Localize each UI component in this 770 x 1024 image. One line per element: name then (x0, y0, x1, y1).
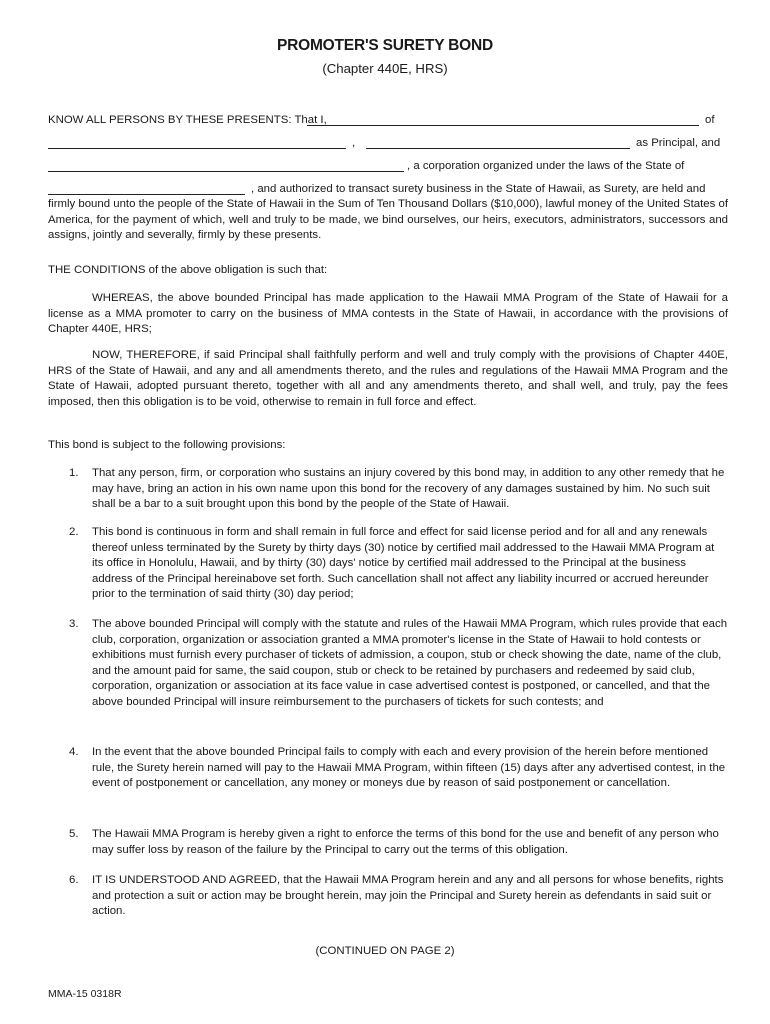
intro-line-2-suffix: as Principal, and (636, 137, 721, 149)
whereas-text: WHEREAS, the above bounded Principal has made application to the Hawaii MMA Program of the State of Hawaii for a license as a MMA promoter to carry on the business of MMA contests in the State of Hawaii, in accordance with the provisions of Chapter 440E, HRS; (48, 292, 728, 336)
principal-city-field[interactable] (366, 136, 630, 149)
intro-line-3 (48, 159, 722, 175)
provision-item (48, 745, 728, 792)
intro-line-1 (48, 113, 722, 129)
principal-address-field[interactable] (48, 136, 346, 149)
whereas-paragraph (48, 291, 728, 338)
now-therefore-paragraph (48, 348, 728, 410)
principal-name-field[interactable] (307, 113, 699, 126)
provision-text: In the event that the above bounded Principal fails to comply with each and every provision of the herein before mentioned rule, the Surety herein named will pay to the Hawaii MMA Program, within fifteen (15) days after any advertised contest, in the event of postponement or cancellation, any money or moneys due by reason of said postponement or cancellation. (92, 746, 726, 790)
page-subtitle: (Chapter 440E, HRS) (322, 61, 448, 76)
now-therefore-text: NOW, THEREFORE, if said Principal shall faithfully perform and well and truly comply with the provisions of Chapter 440E, HRS of the State of Hawaii, and any and all amendments thereto, and the rules and regulations of the Hawaii MMA Program and the State of Hawaii, adopted pursuant thereto, together with all and any amendments thereto, and shall well, and truly, pay the fees imposed, then this obligation is to be void, otherwise to remain in full force and effect. (48, 349, 728, 408)
intro-line-1-suffix: of (705, 114, 715, 126)
provision-text: IT IS UNDERSTOOD AND AGREED, that the Hawaii MMA Program herein and any and all persons for whose benefits, rights and protection a suit or action may be brought herein, may join the Principal and Surety herein as defendants in said suit or action. (92, 874, 724, 918)
provision-item (48, 525, 728, 603)
intro-line-3-suffix: , a corporation organized under the laws of the State of (407, 160, 685, 172)
intro-line-4-suffix: , and authorized to transact surety business in the State of Hawaii, as Surety, are held and (251, 183, 706, 195)
provision-item (48, 827, 728, 858)
provision-number: 5. (69, 828, 79, 840)
intro-continuation: firmly bound unto the people of the State of Hawaii in the Sum of Ten Thousand Dollars ($10,000), lawful money of the United States of America, for the payment of which, well and truly to be made, we bind ourselves, our heirs, executors, administrators, successors and assigns, jointly and severally, firmly by these presents. (48, 198, 728, 242)
provision-number: 2. (69, 526, 79, 538)
intro-line-2 (48, 136, 722, 152)
intro-line-2-comma: , (352, 137, 356, 149)
provision-text: This bond is continuous in form and shall remain in full force and effect for said license period and for all and any renewals thereof unless terminated by the Surety by thirty days (30) notice by certified mail addressed to the Hawaii MMA Program at its office in Honolulu, Hawaii, and by thirty (30) days' notice by certified mail addressed to the Principal at the business address of the Principal hereinabove set forth. Such cancellation shall not affect any liability incurred or accrued hereunder prior to the termination of said thirty (30) day period; (92, 526, 715, 601)
provision-number: 1. (69, 467, 79, 479)
intro-line-4 (48, 182, 722, 198)
provision-number: 3. (69, 618, 79, 630)
form-id: MMA-15 0318R (48, 988, 122, 1000)
conditions-heading: THE CONDITIONS of the above obligation is such that: (48, 264, 328, 276)
provision-number: 6. (69, 874, 79, 886)
continued-note: (CONTINUED ON PAGE 2) (315, 945, 455, 957)
provision-text: That any person, firm, or corporation who sustains an injury covered by this bond may, in addition to any other remedy that he may have, bring an action in his own name upon this bond for the recovery of any damages sustained by him. No such suit shall be a bar to a suit brought upon this bond by the people of the State of Hawaii. (92, 467, 725, 511)
provision-text: The Hawaii MMA Program is hereby given a right to enforce the terms of this bond for the use and benefit of any person who may suffer loss by reason of the failure by the Principal to carry out the terms of this obligation. (92, 828, 719, 856)
page-title: PROMOTER'S SURETY BOND (276, 37, 494, 54)
provision-text: The above bounded Principal will comply with the statute and rules of the Hawaii MMA Program, which rules provide that each club, corporation, organization or association granted a MMA promoter's license in the State of Hawaii to hold contests or exhibitions must furnish every purchaser of tickets of admission, a coupon, stub or check showing the date, name of the club, and the amount paid for same, the said coupon, stub or check to be retained by purchasers and redeemed by said club, corporation, organization or association at its face value in case advertised contest is postponed, or cancelled, and that the above bounded Principal will insure reimbursement to the purchasers of tickets for such contests; and (92, 618, 728, 708)
provision-number: 4. (69, 746, 79, 758)
surety-state-field[interactable] (48, 182, 245, 195)
provision-item (48, 873, 728, 920)
surety-name-field[interactable] (48, 159, 404, 172)
provision-item (48, 466, 728, 513)
intro-line-1-label: KNOW ALL PERSONS BY THESE PRESENTS: That I, (48, 114, 327, 126)
provisions-heading: This bond is subject to the following provisions: (48, 439, 286, 451)
provision-item (48, 617, 728, 711)
